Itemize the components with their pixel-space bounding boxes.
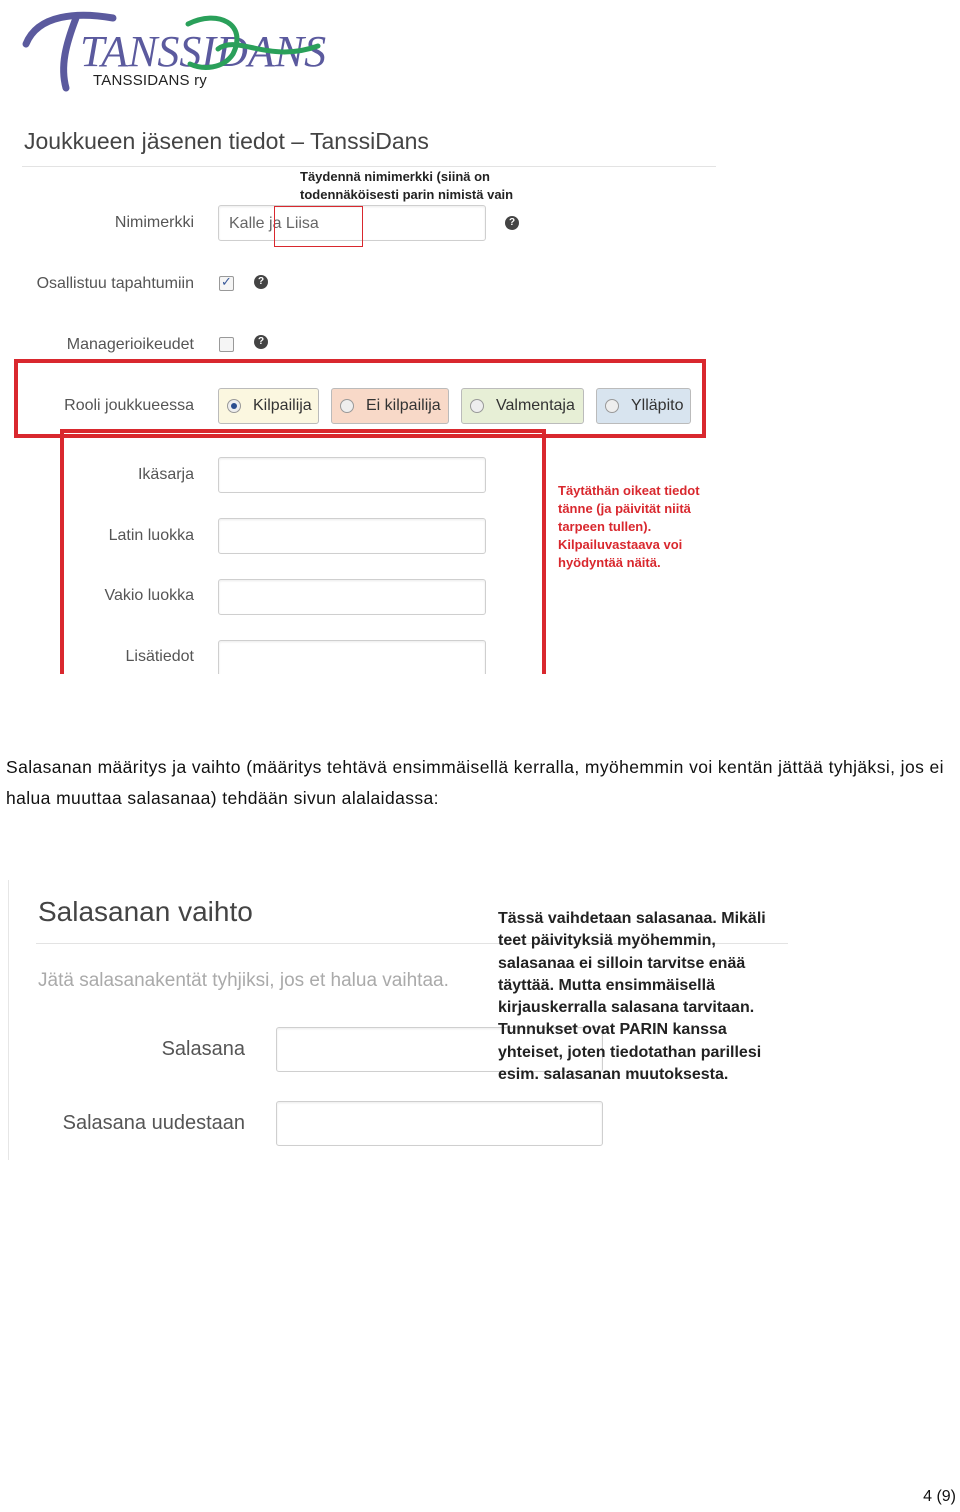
role-label: Rooli joukkueessa (64, 397, 194, 414)
role-button-label: Kilpailija (253, 397, 312, 414)
competition-note-line: Täytäthän oikeat tiedot (558, 483, 700, 498)
participates-label: Osallistuu tapahtumiin (36, 275, 194, 292)
help-icon[interactable]: ? (254, 275, 268, 289)
nickname-note-line: Täydennä nimimerkki (siinä on (300, 169, 490, 184)
latin-input[interactable] (218, 518, 486, 554)
competition-note (558, 482, 700, 572)
title-divider (22, 166, 716, 167)
page-number: 4 (9) (923, 1488, 956, 1505)
extra-label: Lisätiedot (125, 648, 194, 665)
check-icon: ✓ (221, 274, 232, 289)
manager-label: Managerioikeudet (66, 336, 194, 353)
instruction-paragraph: Salasanan määritys ja vaihto (määritys tehtävä ensimmäisellä kerralla, myöhemmin voi kentän jättää tyhjäksi, jos ei halua muuttaa salasanaa) tehdään sivun alalaidassa: (6, 757, 944, 808)
competition-note-line: Kilpailuvastaava voi (558, 537, 683, 552)
password-again-input[interactable] (276, 1101, 603, 1146)
password-again-label: Salasana uudestaan (62, 1112, 245, 1134)
radio-icon (605, 399, 619, 413)
role-button-coach[interactable] (461, 388, 584, 424)
manager-checkbox[interactable] (219, 337, 234, 352)
competition-note-line: tarpeen tullen). (558, 519, 652, 534)
radio-icon (470, 399, 484, 413)
latin-label: Latin luokka (108, 527, 194, 544)
standard-label: Vakio luokka (104, 587, 194, 604)
role-button-label: Valmentaja (496, 397, 575, 414)
password-section-title: Salasanan vaihto (38, 896, 253, 927)
role-button-admin[interactable] (596, 388, 691, 424)
help-icon[interactable]: ? (505, 216, 519, 230)
nickname-label: Nimimerkki (114, 214, 194, 231)
nickname-value: Kalle ja Liisa (229, 215, 319, 232)
age-input[interactable] (218, 457, 486, 493)
age-label: Ikäsarja (137, 466, 194, 483)
extra-input[interactable] (218, 640, 486, 675)
role-button-label: Ylläpito (631, 397, 684, 414)
radio-icon (340, 399, 354, 413)
password-hint: Jätä salasanakentät tyhjiksi, jos et halua vaihtaa. (38, 970, 449, 991)
role-button-label: Ei kilpailija (366, 397, 441, 414)
standard-input[interactable] (218, 579, 486, 615)
password-note: Tässä vaihdetaan salasanaa. Mikäli teet päivityksiä myöhemmin, salasanaa ei silloin tarvitse enää täyttää. Mutta ensimmäisellä kirjauskerralla salasana tarvitaan. Tunnukset ovat PARIN kanssa yhteiset, joten tiedotathan parillesi esim. salasanan muutoksesta. (498, 910, 766, 1084)
logo-wordmark: TANSSIDANS (80, 27, 327, 76)
radio-selected-icon (227, 399, 241, 413)
participates-checkbox[interactable] (219, 276, 234, 291)
competition-note-line: tänne (ja päivität niitä (558, 501, 691, 516)
logo-subtitle: TANSSIDANS ry (93, 72, 208, 89)
password-label: Salasana (161, 1038, 245, 1060)
crop-edge (0, 674, 720, 684)
help-icon[interactable]: ? (254, 335, 268, 349)
role-button-non-competitor[interactable] (331, 388, 449, 424)
nickname-highlight (274, 206, 363, 247)
role-button-competitor[interactable] (218, 388, 319, 424)
member-form-title: Joukkueen jäsenen tiedot – TanssiDans (24, 128, 429, 154)
nickname-note-line: todennäköisesti parin nimistä vain (300, 187, 514, 202)
competition-note-line: hyödyntää näitä. (558, 555, 661, 570)
